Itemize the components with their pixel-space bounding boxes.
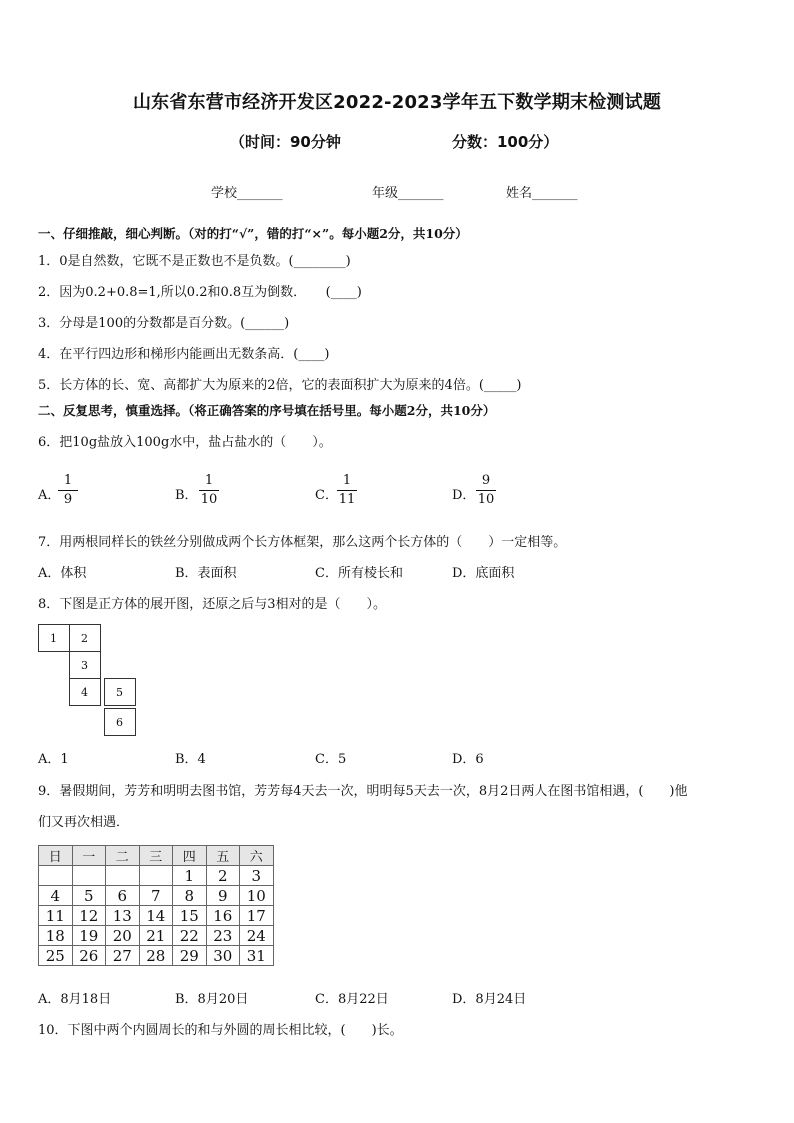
net-face-2: 2 <box>69 624 101 652</box>
calendar-day-cell: 14 <box>139 906 173 926</box>
calendar-day-cell: 9 <box>206 886 240 906</box>
question-4: 4．在平行四边形和梯形内能画出无数条高．(____) <box>38 347 330 362</box>
q7-option-b: B．表面积 <box>175 566 237 581</box>
calendar-header-cell: 六 <box>240 846 274 866</box>
grade-field: 年级_______ <box>372 186 444 201</box>
calendar-day-cell <box>106 866 140 886</box>
calendar-day-cell: 12 <box>72 906 106 926</box>
calendar-day-cell: 24 <box>240 926 274 946</box>
calendar-week-row <box>39 886 274 906</box>
calendar-day-cell: 13 <box>106 906 140 926</box>
question-6: 6．把10g盐放入100g水中，盐占盐水的（ ）。 <box>38 435 332 450</box>
exam-time: （时间：90分钟 <box>230 133 341 151</box>
calendar-header-cell: 四 <box>173 846 207 866</box>
calendar-week-row <box>39 926 274 946</box>
q7-option-c: C．所有棱长和 <box>315 566 403 581</box>
calendar-day-cell: 5 <box>72 886 106 906</box>
q6-option-b-label: B． <box>175 488 198 503</box>
calendar-day-cell: 27 <box>106 946 140 966</box>
calendar-header-cell: 五 <box>206 846 240 866</box>
q8-option-b: B．4 <box>175 752 206 767</box>
question-9-line2: 们又再次相遇． <box>38 815 130 830</box>
calendar-day-cell: 29 <box>173 946 207 966</box>
calendar-day-cell: 2 <box>206 866 240 886</box>
net-face-6: 6 <box>104 708 136 736</box>
q8-option-a: A．1 <box>38 752 69 767</box>
section2-heading: 二、反复思考，慎重选择。（将正确答案的序号填在括号里。每小题2分，共10分） <box>38 403 496 418</box>
q7-option-a: A．体积 <box>38 566 87 581</box>
calendar-day-cell: 20 <box>106 926 140 946</box>
calendar-day-cell <box>72 866 106 886</box>
q6-option-d-label: D． <box>452 488 476 503</box>
calendar-day-cell <box>39 866 73 886</box>
q8-option-d: D．6 <box>452 752 484 767</box>
calendar-week-row <box>39 906 274 926</box>
calendar-day-cell: 25 <box>39 946 73 966</box>
calendar-week-row <box>39 946 274 966</box>
q6-option-c-fraction: 1 11 <box>338 473 356 507</box>
question-5: 5．长方体的长、宽、高都扩大为原来的2倍，它的表面积扩大为原来的4倍。(_____) <box>38 378 522 393</box>
calendar-day-cell: 21 <box>139 926 173 946</box>
question-10: 10．下图中两个内圆周长的和与外圆的周长相比较，( )长。 <box>38 1023 403 1038</box>
school-field: 学校_______ <box>211 186 283 201</box>
exam-score: 分数：100分） <box>452 133 559 151</box>
calendar-header-cell: 日 <box>39 846 73 866</box>
q9-option-a: A．8月18日 <box>38 992 112 1007</box>
calendar-day-cell: 17 <box>240 906 274 926</box>
q9-option-c: C．8月22日 <box>315 992 389 1007</box>
q8-option-c: C．5 <box>315 752 347 767</box>
calendar-day-cell: 18 <box>39 926 73 946</box>
net-face-5: 5 <box>104 678 136 706</box>
calendar-day-cell: 23 <box>206 926 240 946</box>
question-8: 8．下图是正方体的展开图，还原之后与3相对的是（ ）。 <box>38 597 387 612</box>
calendar-day-cell: 31 <box>240 946 274 966</box>
calendar-header-cell: 三 <box>139 846 173 866</box>
calendar-day-cell: 19 <box>72 926 106 946</box>
calendar-day-cell <box>139 866 173 886</box>
q9-option-d: D．8月24日 <box>452 992 527 1007</box>
q9-option-b: B．8月20日 <box>175 992 249 1007</box>
q6-option-a-fraction: 1 9 <box>58 473 78 508</box>
calendar-day-cell: 26 <box>72 946 106 966</box>
net-face-4: 4 <box>69 678 101 706</box>
question-7: 7．用两根同样长的铁丝分别做成两个长方体框架，那么这两个长方体的（ ）一定相等。 <box>38 535 567 550</box>
question-1: 1．0是自然数，它既不是正数也不是负数。(________) <box>38 254 351 269</box>
net-face-1: 1 <box>38 624 70 652</box>
calendar-week-row <box>39 866 274 886</box>
calendar-day-cell: 30 <box>206 946 240 966</box>
question-3: 3．分母是100的分数都是百分数。(______) <box>38 316 290 331</box>
calendar-day-cell: 16 <box>206 906 240 926</box>
calendar-day-cell: 10 <box>240 886 274 906</box>
section1-heading: 一、仔细推敲，细心判断。（对的打“√”，错的打“×”。每小题2分，共10分） <box>38 226 468 241</box>
calendar-day-cell: 8 <box>173 886 207 906</box>
calendar-day-cell: 3 <box>240 866 274 886</box>
q6-option-a-label: A． <box>38 488 61 503</box>
calendar-day-cell: 7 <box>139 886 173 906</box>
calendar-header-row <box>39 846 274 866</box>
q6-option-d-fraction: 9 10 <box>477 473 495 507</box>
question-2: 2．因为0.2+0.8=1,所以0.2和0.8互为倒数． (____) <box>38 285 362 300</box>
calendar-day-cell: 28 <box>139 946 173 966</box>
calendar-header-cell: 一 <box>72 846 106 866</box>
name-field: 姓名_______ <box>506 186 578 201</box>
calendar-day-cell: 11 <box>39 906 73 926</box>
calendar-day-cell: 15 <box>173 906 207 926</box>
net-face-3: 3 <box>69 651 101 679</box>
calendar-day-cell: 4 <box>39 886 73 906</box>
page-title: 山东省东营市经济开发区2022-2023学年五下数学期末检测试题 <box>132 92 662 113</box>
calendar-header-cell: 二 <box>106 846 140 866</box>
q6-option-c-label: C． <box>315 488 338 503</box>
calendar-day-cell: 22 <box>173 926 207 946</box>
calendar-day-cell: 6 <box>106 886 140 906</box>
q7-option-d: D．底面积 <box>452 566 515 581</box>
question-9-line1: 9．暑假期间，芳芳和明明去图书馆，芳芳每4天去一次，明明每5天去一次，8月2日两人在图书馆相遇，( )他 <box>38 784 688 799</box>
august-calendar <box>38 845 274 966</box>
q6-option-b-fraction: 1 10 <box>200 473 218 507</box>
calendar-day-cell: 1 <box>173 866 207 886</box>
